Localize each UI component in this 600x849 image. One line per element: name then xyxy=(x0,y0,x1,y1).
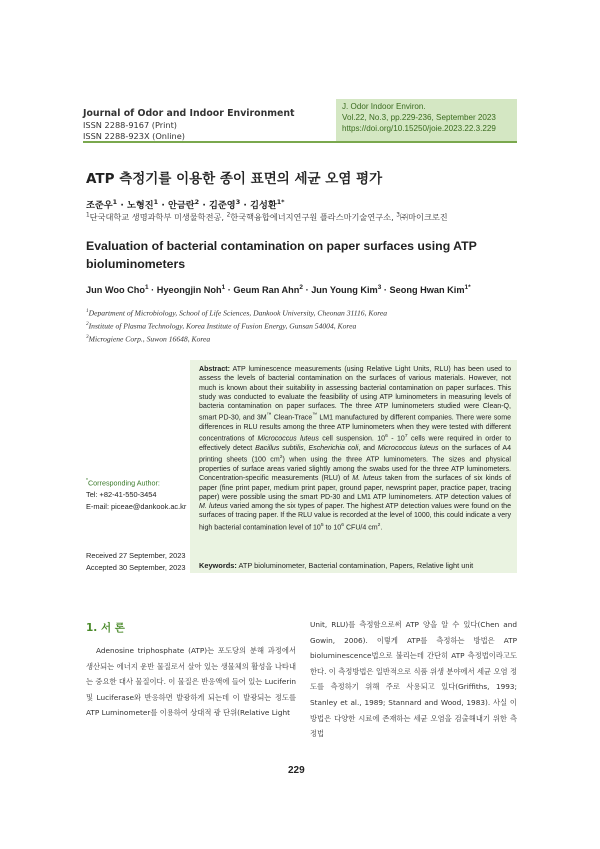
author-name: 김준영 xyxy=(209,200,236,211)
page-number: 229 xyxy=(288,765,305,776)
citation-volume: Vol.22, No.3, pp.229-236, September 2023 xyxy=(342,113,496,122)
abstract-span: varied among the six types of paper. The highest ATP detection values were found on the surfaces of tracing paper. If the RLU value is recorded at the level of 1000, this could indicate a very high bacterial contamination level of 10 xyxy=(199,503,511,532)
species-name: M. luteus xyxy=(199,503,228,511)
english-authors: Jun Woo Cho$^1$ · Hyeongjin Noh$^1$ · Geum Ran Ahn$^2$ · Jun Young Kim$^3$ · Seong Hwan Kim$^{1*}$ xyxy=(86,284,471,296)
abstract-span: cells were required in order to effectively detect xyxy=(199,435,511,453)
affil-sup: 2 xyxy=(226,212,231,219)
body-column-right: Unit, RLU)를 측정함으로써 ATP 양을 알 수 있다(Chen and Gowin, 2006). 이렇게 ATP를 측정하는 방법은 ATP bioluminescence법으로 불리는데 간단히 ATP 측정법이라고도 한다. 이 측정방법은 일반적으로 식품 위생 분야에서 세균 오염 정도를 측정하기 위해 주로 사용되고 있다(Griffiths, 1993; Stanley et al., 1989; Stannard and Wood, 1983). 사실 이 방법은 다양한 시료에 존재하는 세균 오염을 검출해내기 위한 측정법 xyxy=(310,620,517,739)
abstract-sup: 2 xyxy=(279,455,283,461)
abstract-span: taken from the surfaces of six kinds of paper (fine print paper, medium print paper, ground paper, newsprint paper, practice paper, tracing paper) were possible using the smart PD-30 and LM1 ATP luminometers. ATP detection values of xyxy=(199,475,511,501)
citation-journal: J. Odor Indoor Environ. xyxy=(342,102,426,111)
affil-sup: 2 xyxy=(86,321,89,327)
abstract-sup: 5 xyxy=(320,522,324,528)
species-name: Micrococcus luteus xyxy=(377,445,439,453)
abstract-span: cell suspension. 10 xyxy=(318,435,386,443)
corresponding-label: *Corresponding Author: xyxy=(86,478,160,488)
abstract-span: . xyxy=(380,524,383,532)
author-sup: 1 xyxy=(153,197,159,206)
author-name: Geum Ran Ahn xyxy=(233,285,300,296)
abstract-span: on the surfaces of A4 printing sheets (100 cm xyxy=(199,445,512,464)
abstract-span: , xyxy=(303,445,309,453)
affil-text: Department of Microbiology, School of Life Sciences, Dankook University, Cheonan 31116, Korea xyxy=(88,308,388,318)
abstract-sup: 2 xyxy=(377,522,381,528)
affil-text: Institute of Plasma Technology, Korea Institute of Fusion Energy, Gunsan 54004, Korea xyxy=(88,321,357,331)
abstract-label: Abstract: xyxy=(199,366,230,373)
header-rule xyxy=(83,141,517,143)
author-sup: 3 xyxy=(235,197,241,206)
korean-title: ATP 측정기를 이용한 종이 표면의 세균 오염 평가 xyxy=(86,171,383,187)
abstract-sup: 6 xyxy=(341,522,344,528)
citation-box xyxy=(336,99,517,141)
issn-online: ISSN 2288-923X (Online) xyxy=(83,130,185,141)
author-sup: 3 xyxy=(377,284,382,291)
author-name: Hyeongjin Noh xyxy=(156,285,222,296)
english-title-line: Evaluation of bacterial contamination on paper surfaces using ATP xyxy=(86,239,477,253)
affil-sup: 1 xyxy=(86,212,90,219)
abstract-span: ATP luminescence measurements (using Relative Light Units, RLU) has been used to assess the levels of bacterial contamination on the surfaces of various materials. However, not much is known about their suitability in assessing bacterial contamination on paper surfaces. This study was conducted to evaluate the feasibility of using ATP luminometers in measuring levels of bacteria contamination on paper surfaces. The three ATP luminometers studied were Clean-Q, smart PD-30, and 3M xyxy=(199,366,511,422)
abstract-span: CFU/4 cm xyxy=(343,524,378,532)
abstract-span: LM1 manufactured by different companies. There were some differences in RLU results among the three ATP luminometers when they were tested with different concentrations of xyxy=(199,414,512,443)
body-column-left: Adenosine triphosphate (ATP)는 포도당의 분해 과정에서 생산되는 에너지 운반 물질로서 살아 있는 생물체의 활성을 나타내는 중요한 대사 물질이다. 이 물질은 반응액에 들어 있는 Luciferin 및 Luciferase와 반응하면 발광하게 되는데 이 발광되는 정도를 ATP Luminometer를 이용하여 상대적 광 단위(Relative Light xyxy=(86,646,296,718)
english-title-line: bioluminometers xyxy=(86,257,186,271)
corresponding-tel: Tel: +82-41-550-3454 xyxy=(86,490,157,499)
journal-header xyxy=(83,108,333,141)
journal-name: Journal of Odor and Indoor Environment xyxy=(83,108,295,119)
abstract-span: to 10 xyxy=(323,524,342,532)
korean-authors: 조준우$^1$ · 노형진$^1$ · 안금란$^2$ · 김준영$^3$ · 김성환$^{1*}$ xyxy=(86,197,285,211)
abstract-text xyxy=(199,365,511,532)
keywords xyxy=(199,561,511,570)
affil-text: 단국대학교 생명과학부 미생물학전공, xyxy=(89,212,227,222)
affil-text: Microgiene Corp., Suwon 16648, Korea xyxy=(88,334,211,344)
english-affiliation-3 xyxy=(86,332,516,345)
abstract-sup: 7 xyxy=(404,434,408,440)
species-name: Escherichia coli xyxy=(308,445,359,453)
accepted-date: Accepted 30 September, 2023 xyxy=(86,563,186,572)
abstract-sup: ™ xyxy=(266,413,272,419)
abstract-sup: 6 xyxy=(385,434,388,440)
author-name: 조준우 xyxy=(86,200,113,211)
corresponding-label-text: Corresponding Author: xyxy=(87,478,160,488)
affil-text: ㈜마이크로진 xyxy=(399,212,448,222)
author-sup: 2 xyxy=(299,284,304,291)
abstract-sup: ™ xyxy=(312,413,318,419)
citation-doi[interactable]: https://doi.org/10.15250/joie.2023.22.3.229 xyxy=(342,124,496,133)
author-sup: 1* xyxy=(464,284,471,291)
author-name: 안금란 xyxy=(168,200,195,211)
author-sup: 1 xyxy=(145,284,149,291)
english-affiliation-1 xyxy=(86,306,516,319)
author-name: 김성환 xyxy=(250,200,277,211)
author-sup: 1 xyxy=(112,197,118,206)
korean-affiliations xyxy=(86,212,448,223)
species-name: Bacillus subtilis xyxy=(255,445,304,453)
received-date: Received 27 September, 2023 xyxy=(86,551,186,560)
author-name: 노형진 xyxy=(127,200,154,211)
author-name: Seong Hwan Kim xyxy=(389,285,465,296)
affil-sup: 3 xyxy=(396,212,400,219)
author-name: Jun Woo Cho xyxy=(86,285,146,296)
keywords-label: Keywords: xyxy=(199,561,237,570)
author-sup: 1* xyxy=(276,197,285,206)
affil-text: 한국핵융합에너지연구원 플라스마기술연구소, xyxy=(230,212,397,222)
keywords-list: ATP bioluminometer, Bacterial contamination, Papers, Relative light unit xyxy=(236,561,474,570)
abstract-span: ) when using the three ATP luminometers. The sizes and physical properties of surface areas varied slightly among the swabs used for the three ATP luminometers. Concentration-specific measurements (RLU) of xyxy=(199,456,511,483)
affil-sup: 3 xyxy=(86,334,89,340)
english-affiliation-2 xyxy=(86,319,516,332)
species-name: M. luteus xyxy=(352,475,382,483)
author-name: Jun Young Kim xyxy=(311,285,378,296)
abstract-span: , and xyxy=(358,445,378,453)
abstract-span: - 10 xyxy=(387,435,405,443)
species-name: Micrococcus luteus xyxy=(257,435,319,443)
corresponding-email[interactable]: E-mail: piceae@dankook.ac.kr xyxy=(86,502,187,511)
author-sup: 1 xyxy=(221,284,226,291)
section-heading: 1. 서 론 xyxy=(86,622,125,634)
author-sup: 2 xyxy=(194,197,200,206)
english-title xyxy=(86,237,506,273)
affil-sup: 1 xyxy=(86,308,89,314)
abstract-span: Clean-Trace xyxy=(271,414,313,422)
issn-print: ISSN 2288-9167 (Print) xyxy=(83,120,177,130)
